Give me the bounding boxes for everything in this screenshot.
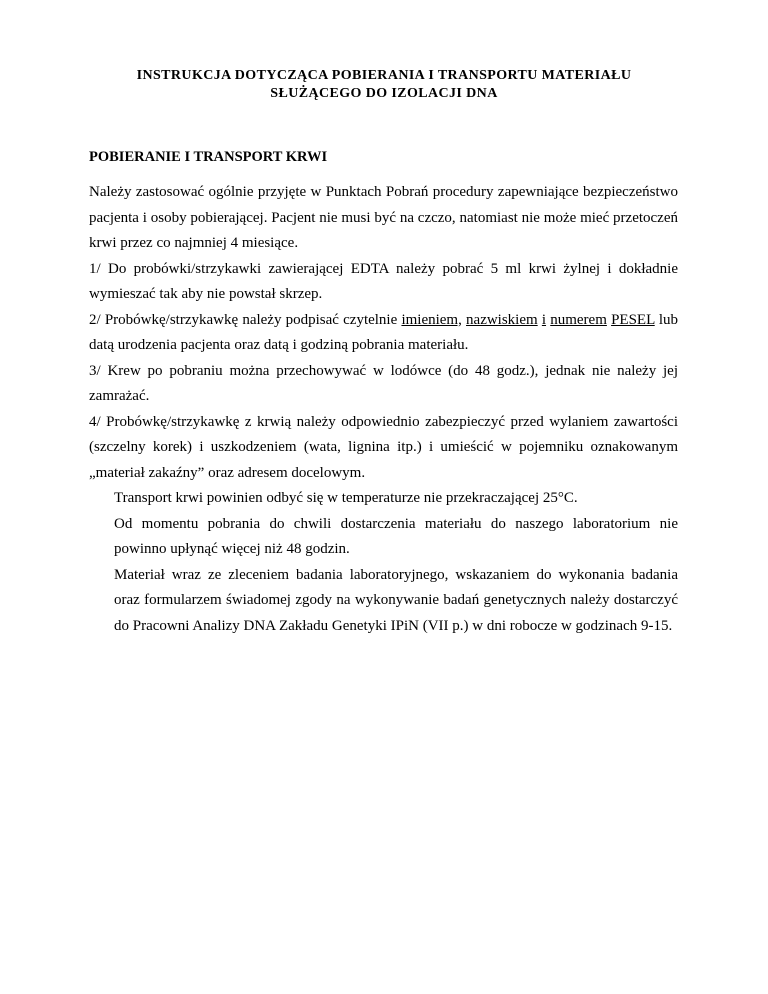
underlined-number: numerem xyxy=(550,311,607,328)
step-2-prefix: 2/ Probówkę/strzykawkę należy podpisać czytelnie xyxy=(89,311,402,328)
underlined-and: i xyxy=(541,311,547,328)
title-line-2: SŁUŻĄCEGO DO IZOLACJI DNA xyxy=(270,86,498,101)
title-line-1: INSTRUKCJA DOTYCZĄCA POBIERANIA I TRANSPORTU MATERIAŁU xyxy=(136,68,632,83)
step-1: 1/ Do probówki/strzykawki zawierającej EDTA należy pobrać 5 ml krwi żylnej i dokładnie wymieszać tak aby nie powstał skrzep. xyxy=(89,260,678,302)
intro-paragraph: Należy zastosować ogólnie przyjęte w Punktach Pobrań procedury zapewniające bezpieczeństwo pacjenta i osoby pobierającej. Pacjent nie musi być na czczo, natomiast nie może mieć przetoczeń krwi przez co najmniej 4 miesiące. xyxy=(89,184,678,251)
step-2 xyxy=(89,308,678,359)
step-3: 3/ Krew po pobraniu można przechowywać w lodówce (do 48 godz.), jednak nie należy jej zamrażać. xyxy=(89,362,678,404)
note-delivery-time: Od momentu pobrania do chwili dostarczenia materiału do naszego laboratorium nie powinno upłynąć więcej niż 48 godzin. xyxy=(114,515,678,557)
step-4: 4/ Probówkę/strzykawkę z krwią należy odpowiednio zabezpieczyć przed wylaniem zawartości (szczelny korek) i uszkodzeniem (wata, lignina itp.) i umieścić w pojemniku oznakowanym „materiał zakaźny” oraz adresem docelowym. xyxy=(89,413,678,481)
note-transport-temperature: Transport krwi powinien odbyć się w temperaturze nie przekraczającej 25°C. xyxy=(114,490,578,506)
underlined-surname: nazwiskiem xyxy=(466,311,538,328)
document-title xyxy=(60,67,708,103)
section-heading: POBIERANIE I TRANSPORT KRWI xyxy=(89,149,328,165)
underlined-pesel: PESEL xyxy=(611,311,655,328)
note-delivery-place: Materiał wraz ze zleceniem badania laboratoryjnego, wskazaniem do wykonania badania oraz formularzem świadomej zgody na wykonywanie badań genetycznych należy dostarczyć do Pracowni Analizy DNA Zakładu Genetyki IPiN (VII p.) w dni robocze w godzinach 9-15. xyxy=(114,566,678,634)
underlined-first-name: imieniem, xyxy=(401,311,462,328)
step-2-suffix: lub datą urodzenia pacjenta oraz datą i godziną pobrania materiału. xyxy=(89,311,679,353)
document-body xyxy=(89,180,678,639)
